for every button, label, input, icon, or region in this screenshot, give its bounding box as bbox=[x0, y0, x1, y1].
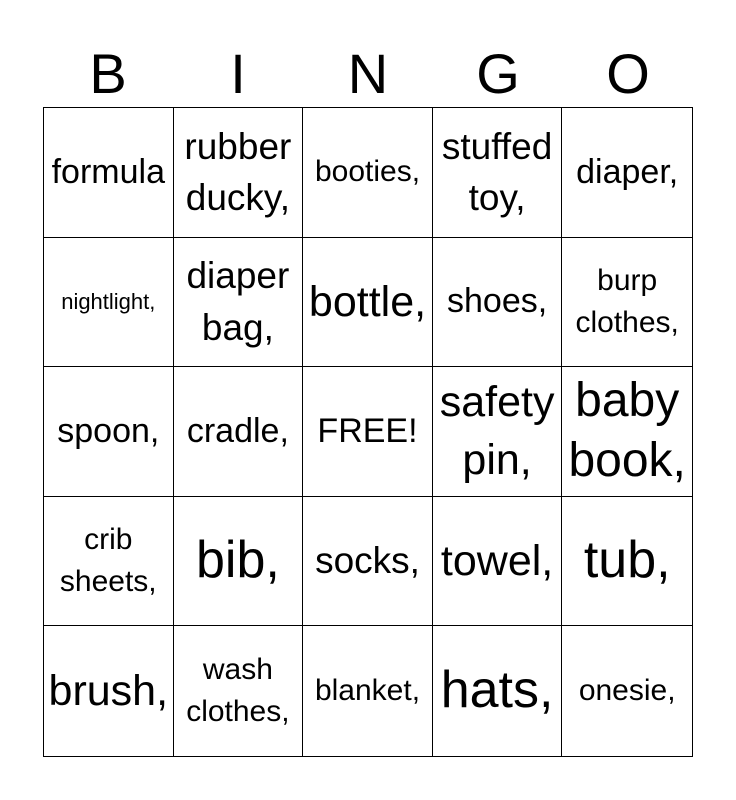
cell-label: burp clothes, bbox=[575, 263, 679, 339]
bingo-cell-r5-c1[interactable] bbox=[44, 626, 174, 756]
bingo-cell-r3-c2[interactable] bbox=[174, 367, 304, 497]
cell-label: booties, bbox=[314, 155, 421, 189]
cell-label: safety pin, bbox=[439, 378, 555, 485]
bingo-header bbox=[43, 40, 693, 108]
bingo-cell-r4-c5[interactable] bbox=[562, 497, 692, 627]
cell-label: cradle, bbox=[186, 411, 289, 450]
cell-label: spoon, bbox=[57, 411, 160, 450]
bingo-cell-r1-c3[interactable] bbox=[303, 108, 433, 238]
bingo-cell-r3-c1[interactable] bbox=[44, 367, 174, 497]
cell-label: formula bbox=[51, 152, 165, 191]
cell-label: brush, bbox=[48, 667, 169, 716]
header-letter-o: O bbox=[606, 42, 650, 105]
bingo-cell-r2-c3[interactable] bbox=[303, 238, 433, 368]
bingo-cell-r1-c4[interactable] bbox=[433, 108, 563, 238]
bingo-cell-r3-c5[interactable] bbox=[562, 367, 692, 497]
bingo-cell-r2-c2[interactable] bbox=[174, 238, 304, 368]
header-letter-g: G bbox=[476, 42, 520, 105]
cell-label: bib, bbox=[195, 531, 280, 590]
bingo-cell-r1-c2[interactable] bbox=[174, 108, 304, 238]
header-letter-b: B bbox=[89, 42, 127, 105]
header-letter-n: N bbox=[347, 42, 389, 105]
cell-label: FREE! bbox=[317, 411, 418, 450]
bingo-cell-r5-c5[interactable] bbox=[562, 626, 692, 756]
bingo-cell-r3-c3[interactable] bbox=[303, 367, 433, 497]
bingo-cell-r2-c5[interactable] bbox=[562, 238, 692, 368]
cell-label: diaper, bbox=[576, 152, 679, 191]
bingo-cell-r4-c4[interactable] bbox=[433, 497, 563, 627]
cell-label: diaper bag, bbox=[186, 255, 290, 348]
cell-label: bottle, bbox=[308, 277, 427, 326]
bingo-card-grid bbox=[43, 107, 693, 757]
bingo-cell-r2-c1[interactable] bbox=[44, 238, 174, 368]
header-letter-i: I bbox=[230, 42, 246, 105]
bingo-cell-r5-c3[interactable] bbox=[303, 626, 433, 756]
cell-label: crib sheets, bbox=[59, 523, 157, 599]
cell-label: stuffed toy, bbox=[441, 125, 553, 219]
bingo-cell-r5-c2[interactable] bbox=[174, 626, 304, 756]
cell-label: wash clothes, bbox=[186, 653, 290, 729]
bingo-cell-r1-c5[interactable] bbox=[562, 108, 692, 238]
bingo-cell-r1-c1[interactable] bbox=[44, 108, 174, 238]
bingo-cell-r4-c2[interactable] bbox=[174, 497, 304, 627]
cell-label: onesie, bbox=[578, 673, 676, 707]
cell-label: rubber ducky, bbox=[184, 125, 292, 219]
bingo-cell-r4-c1[interactable] bbox=[44, 497, 174, 627]
cell-label: socks, bbox=[315, 540, 420, 582]
cell-label: tub, bbox=[583, 531, 671, 590]
cell-label: towel, bbox=[440, 537, 554, 586]
cell-label: baby book, bbox=[568, 374, 686, 488]
cell-label: nightlight, bbox=[61, 288, 156, 314]
cell-label: hats, bbox=[440, 661, 554, 720]
bingo-cell-r5-c4[interactable] bbox=[433, 626, 563, 756]
bingo-cell-r4-c3[interactable] bbox=[303, 497, 433, 627]
bingo-cell-r2-c4[interactable] bbox=[433, 238, 563, 368]
bingo-cell-r3-c4[interactable] bbox=[433, 367, 563, 497]
cell-label: blanket, bbox=[314, 673, 421, 707]
cell-label: shoes, bbox=[447, 282, 548, 321]
